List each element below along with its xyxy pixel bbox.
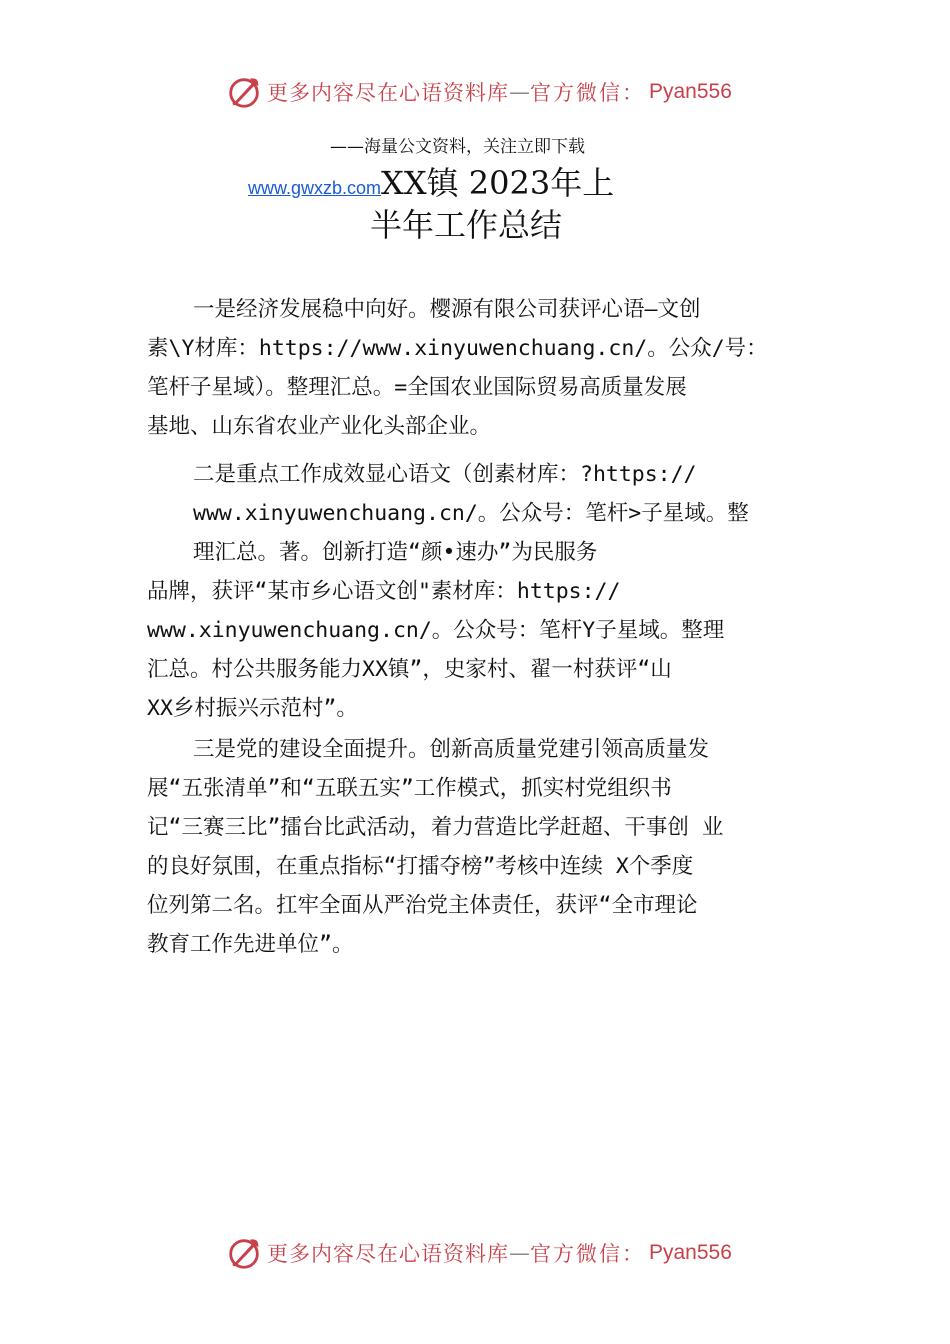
text-line: 笔杆子星域）。整理汇总。=全国农业国际贸易高质量发展 [147,375,687,400]
title-line-2: 半年工作总结 [370,206,563,244]
text-line: 素\Y材库：https://www.xinyuwenchuang.cn/。公众/号： [147,336,768,361]
header-banner [225,72,732,112]
text-line: 的良好氛围，在重点指标“打擂夺榜”考核中连续 X个季度 [147,854,694,879]
banner-dash: — [509,1241,530,1265]
banner-wechat-id: Pyan556 [649,1241,732,1264]
text-line: 基地、山东省农业产业化头部企业。 [147,414,492,439]
banner-wechat-id: Pyan556 [649,80,732,103]
text-line: 教育工作先进单位”。 [147,932,354,957]
paragraph-2 [147,455,812,728]
banner-dash: — [509,80,530,104]
text-line: 汇总。村公共服务能力XX镇”，史家村、翟一村获评“山 [147,657,672,682]
text-line: XX乡村振兴示范村”。 [147,696,358,721]
quill-logo-icon [225,1234,263,1272]
text-line: 理汇总。著。创新打造“颜•速办”为民服务 [193,540,598,565]
text-line: 位列第二名。扛牢全面从严治党主体责任，获评“全市理论 [147,893,698,918]
title-text-1: XX镇 2023年上 [381,164,615,202]
banner-text: 更多内容尽在心语资料库 [267,1242,509,1266]
text-line: 三是党的建设全面提升。创新高质量党建引领高质量发 [193,737,710,762]
paragraph-3 [147,730,812,964]
banner-wechat-label: 官方微信： [530,1242,645,1266]
text-line: www.xinyuwenchuang.cn/。公众号：笔杆>子星域。整 [193,501,749,526]
text-line: www.xinyuwenchuang.cn/。公众号：笔杆Y子星域。整理 [147,618,725,643]
text-line: 品牌，获评“某市乡心语文创"素材库：https:// [147,579,621,604]
banner-text: 更多内容尽在心语资料库 [267,81,509,105]
footer-banner [225,1233,732,1273]
text-line: 一是经济发展稳中向好。樱源有限公司获评心语—文创 [193,297,701,322]
site-link[interactable]: www.gwxzb.com [248,178,382,198]
text-line: 展“五张清单”和“五联五实”工作模式，抓实村党组织书 [147,776,672,801]
title-line-1 [248,158,614,204]
quill-logo-icon [225,73,263,111]
banner-wechat-label: 官方微信： [530,81,645,105]
text-line: 二是重点工作成效显心语文（创素材库：?https:// [193,462,697,487]
tagline: ——海量公文资料，关注立即下载 [330,137,585,157]
text-line: 记“三赛三比”擂台比武活动，着力营造比学赶超、干事创 业 [147,815,724,840]
paragraph-1 [147,290,812,446]
